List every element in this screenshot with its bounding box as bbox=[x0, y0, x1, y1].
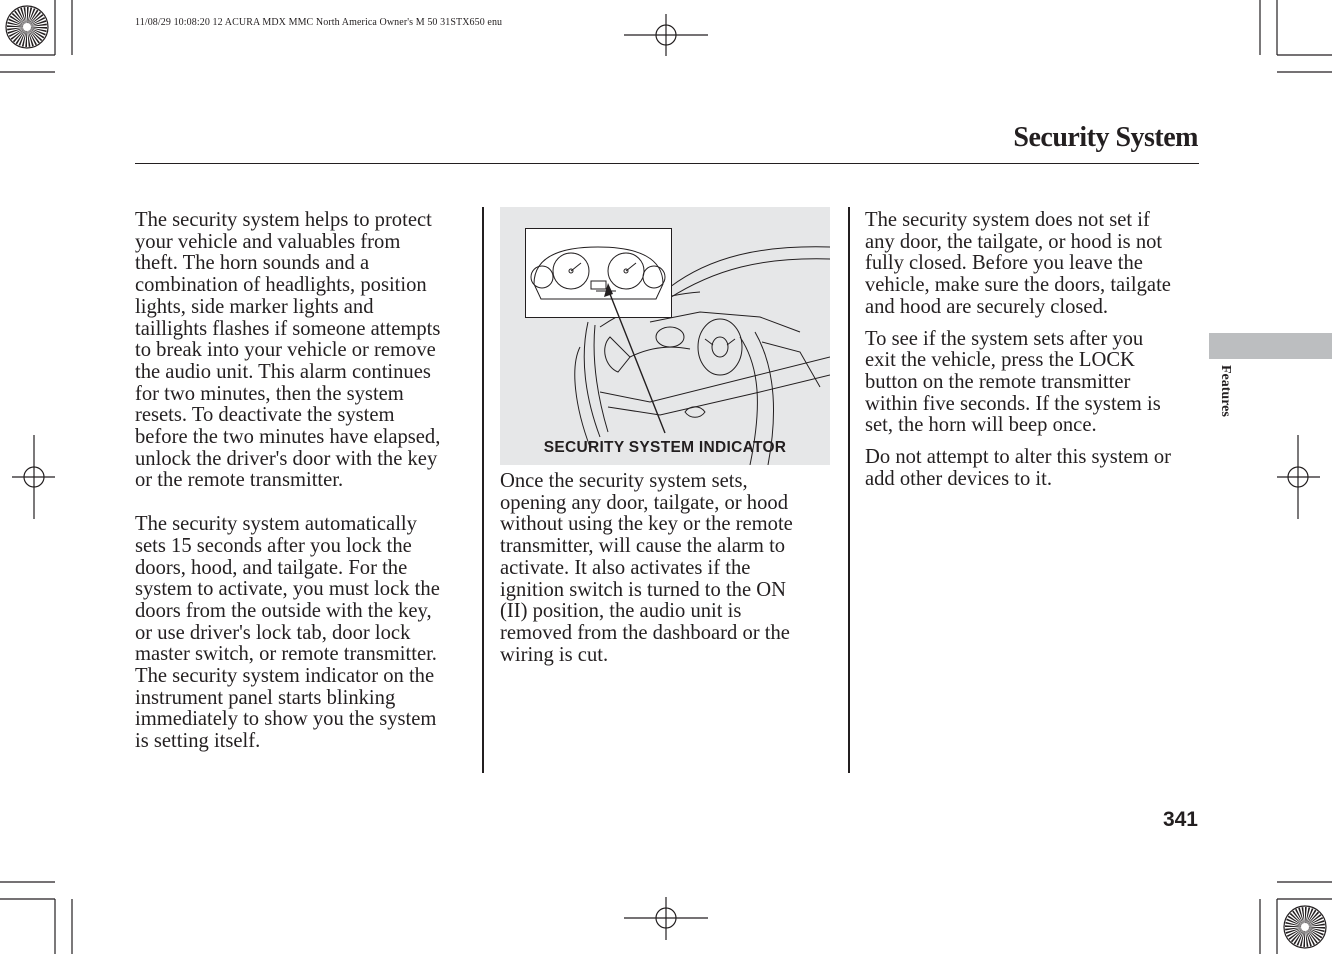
column-divider bbox=[848, 207, 850, 773]
print-header: 11/08/29 10:08:20 12 ACURA MDX MMC North America Owner's M 50 31STX650 enu bbox=[135, 17, 503, 28]
activation-paragraph: The security system automatically sets 15 seconds after you lock the doors, hood, and tailgate. For the system to activate, you must lock the doors from the outside with the key, or use driver's lock tab, door lock master switch, or remote transmitter. The security system indicator on the instrument panel starts blinking immediately to show you the system is setting itself. bbox=[135, 513, 440, 753]
registration-wheel-icon bbox=[6, 6, 48, 48]
wheel-hub bbox=[23, 23, 31, 31]
instrument-cluster-inset bbox=[525, 228, 672, 318]
section-tab bbox=[1209, 333, 1332, 359]
alarm-trigger-paragraph: Once the security system sets, opening any door, tailgate, or hood without using the key or the remote transmitter, will cause the alarm to activate. It also activates if the ignition switch is turned to the ON (II) position, the audio unit is removed from the dashboard or the wiring is cut. bbox=[500, 470, 793, 666]
warning-paragraph: Do not attempt to alter this system or add other devices to it. bbox=[865, 446, 1172, 490]
page-title: Security System bbox=[1013, 122, 1198, 153]
column-left bbox=[135, 210, 475, 753]
figure-caption: SECURITY SYSTEM INDICATOR bbox=[543, 439, 787, 456]
registration-wheel-icon bbox=[1284, 906, 1326, 948]
column-middle bbox=[500, 471, 835, 666]
section-tab-label: Features bbox=[1218, 365, 1233, 417]
indicator-figure bbox=[500, 207, 830, 465]
column-divider bbox=[482, 207, 484, 773]
column-right bbox=[865, 210, 1205, 490]
intro-paragraph: The security system helps to protect your vehicle and valuables from theft. The horn sounds and a combination of headlights, position lights, side marker lights and taillights flashes if someone attempts to break into your vehicle or remove the audio unit. This alarm continues for two minutes, then the system resets. To deactivate the system before the two minutes have elapsed, unlock the driver's door with the key or the remote transmitter. bbox=[135, 209, 441, 492]
closed-doors-paragraph: The security system does not set if any door, the tailgate, or hood is not fully closed. Before you leave the vehicle, make sure the doors, tailgate and hood are securely closed. bbox=[865, 209, 1171, 318]
title-rule bbox=[135, 163, 1199, 164]
verify-paragraph: To see if the system sets after you exit the vehicle, press the LOCK button on the remote transmitter within five seconds. If the system is set, the horn will beep once. bbox=[865, 327, 1161, 437]
wheel-hub bbox=[1301, 923, 1309, 931]
instrument-cluster-icon bbox=[526, 229, 671, 317]
page-number: 341 bbox=[1162, 808, 1198, 831]
